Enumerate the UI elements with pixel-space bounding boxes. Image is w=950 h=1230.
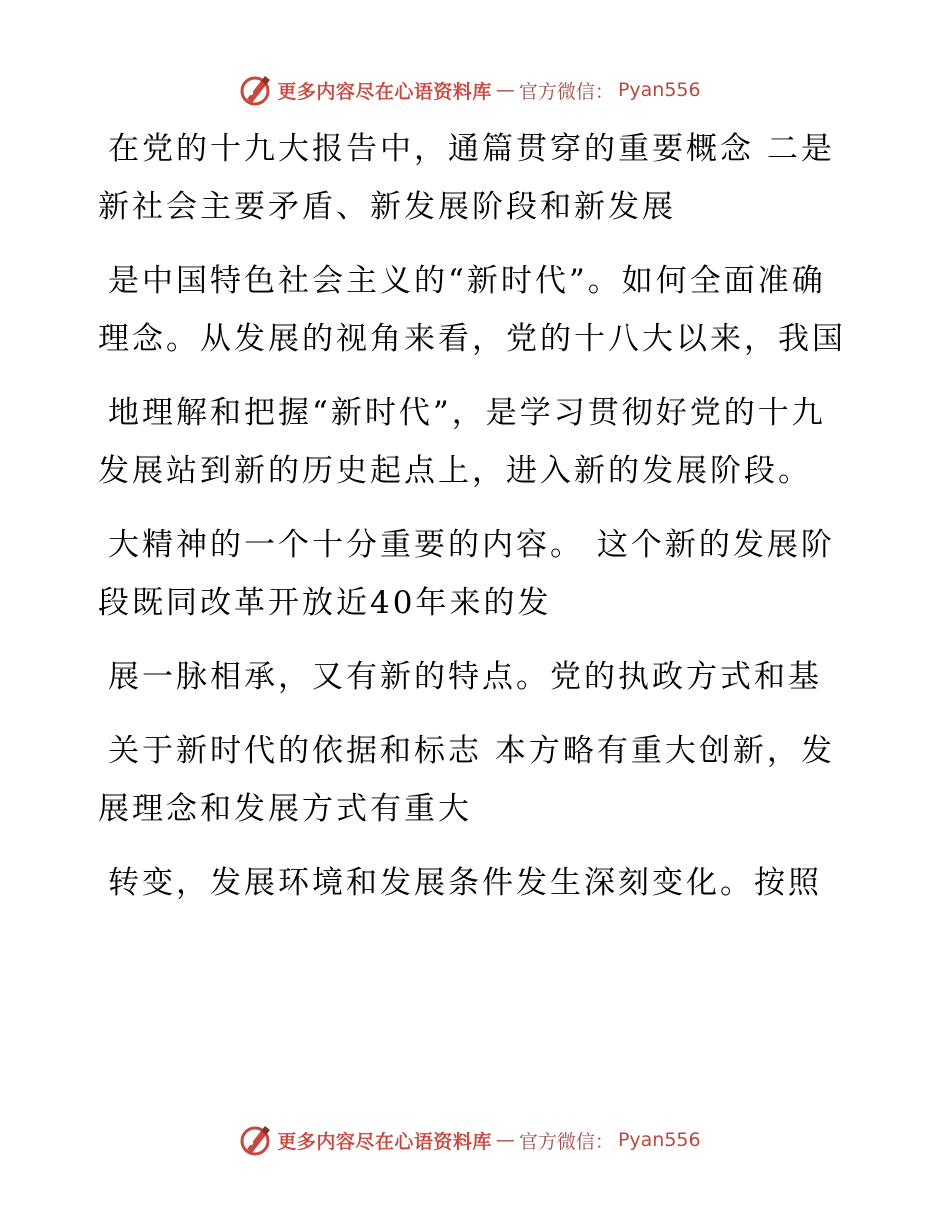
pen-circle-logo-icon xyxy=(239,1123,273,1157)
footer-banner-dash: — xyxy=(495,1129,515,1151)
footer-banner-text: 更多内容尽在心语资料库 xyxy=(277,1130,492,1153)
header-wechat-id: Pyan556 xyxy=(617,79,701,101)
paragraph-3: 地理解和把握“新时代”，是学习贯彻好党的十九 发展站到新的历史起点上，进入新的发展阶段。 xyxy=(98,395,826,489)
paragraph-4: 大精神的一个十分重要的内容。 这个新的发展阶段既同改革开放近40年来的发 xyxy=(98,527,835,621)
footer-wechat-id: Pyan556 xyxy=(617,1129,701,1151)
header-banner-text: 更多内容尽在心语资料库 xyxy=(277,80,492,103)
footer-wechat-label: 官方微信： xyxy=(518,1130,614,1153)
document-body xyxy=(98,120,858,928)
footer-banner xyxy=(0,1120,950,1160)
header-wechat-label: 官方微信： xyxy=(518,80,614,103)
paragraph-5: 展一脉相承，又有新的特点。党的执政方式和基 xyxy=(108,659,822,695)
paragraph-6: 关于新时代的依据和标志 本方略有重大创新，发展理念和发展方式有重大 xyxy=(98,733,835,827)
header-banner-dash: — xyxy=(495,79,515,101)
pen-circle-logo-icon xyxy=(239,73,273,107)
footer-banner-content xyxy=(239,1123,700,1157)
paragraph-1: 在党的十九大报告中，通篇贯穿的重要概念 二是新社会主要矛盾、新发展阶段和新发展 xyxy=(98,131,835,225)
paragraph-7: 转变，发展环境和发展条件发生深刻变化。按照 xyxy=(108,865,822,901)
header-banner xyxy=(0,70,950,110)
paragraph-2: 是中国特色社会主义的“新时代”。如何全面准确 理念。从发展的视角来看，党的十八大以来，我国 xyxy=(98,263,846,357)
header-banner-content xyxy=(239,73,700,107)
